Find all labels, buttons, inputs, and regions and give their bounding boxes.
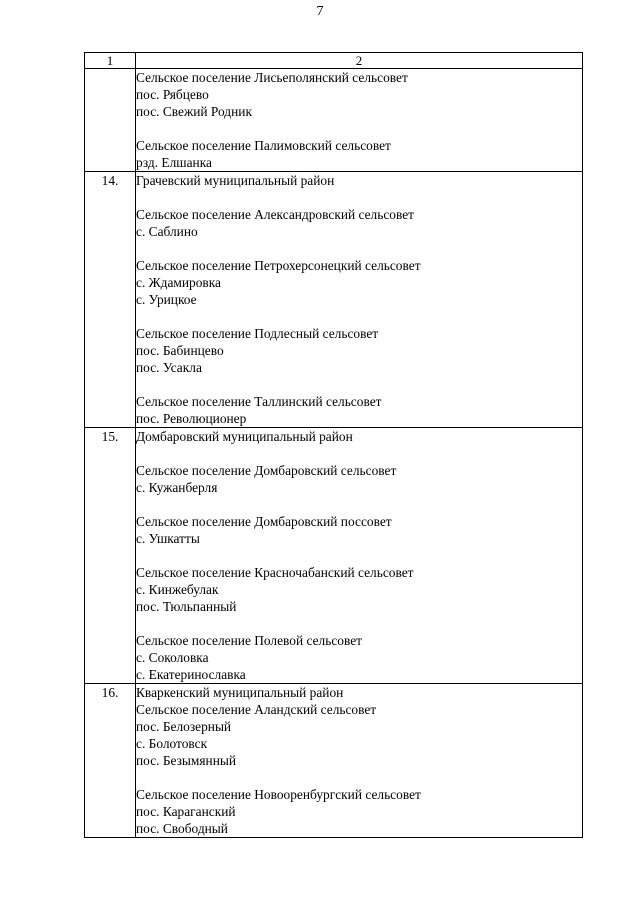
content-line: пос. Бабинцево xyxy=(136,343,224,358)
row-number: 16. xyxy=(85,684,136,838)
spacer xyxy=(136,189,582,206)
spacer xyxy=(136,120,582,137)
content-line: Сельское поселение Петрохерсонецкий сельсовет xyxy=(136,258,421,273)
content-line: с. Кинжебулак xyxy=(136,582,219,597)
row-content xyxy=(136,428,583,684)
content-line: пос. Революционер xyxy=(136,411,247,426)
table-row xyxy=(85,428,583,684)
content-line: рзд. Елшанка xyxy=(136,155,212,170)
content-line: Сельское поселение Подлесный сельсовет xyxy=(136,326,379,341)
content-line: пос. Усакла xyxy=(136,360,202,375)
table-row xyxy=(85,69,583,172)
content-line: пос. Свободный xyxy=(136,821,228,836)
content-line: с. Соколовка xyxy=(136,650,209,665)
content-line: с. Кужанберля xyxy=(136,480,218,495)
page-number: 7 xyxy=(316,4,324,19)
row-number: 15. xyxy=(85,428,136,684)
content-line: пос. Свежий Родник xyxy=(136,104,252,119)
spacer xyxy=(136,769,582,786)
content-line: пос. Караганский xyxy=(136,804,236,819)
spacer xyxy=(136,308,582,325)
table-header-row xyxy=(85,53,583,69)
content-line: Сельское поселение Лисьеполянский сельсовет xyxy=(136,70,408,85)
content-line: Кваркенский муниципальный район xyxy=(136,685,344,700)
content-line: Сельское поселение Таллинский сельсовет xyxy=(136,394,382,409)
header-col-2: 2 xyxy=(136,53,583,69)
content-line: с. Урицкое xyxy=(136,292,197,307)
content-line: с. Ушкатты xyxy=(136,531,200,546)
spacer xyxy=(136,376,582,393)
row-number: 14. xyxy=(85,172,136,428)
row-number xyxy=(85,69,136,172)
spacer xyxy=(136,240,582,257)
content-line: Сельское поселение Новооренбургский сельсовет xyxy=(136,787,421,802)
settlements-table xyxy=(84,52,583,838)
table-row xyxy=(85,684,583,838)
content-line: с. Болотовск xyxy=(136,736,208,751)
content-line: Сельское поселение Палимовский сельсовет xyxy=(136,138,391,153)
content-line: с. Саблино xyxy=(136,224,198,239)
content-line: пос. Белозерный xyxy=(136,719,232,734)
table-row xyxy=(85,172,583,428)
content-line: Сельское поселение Домбаровский поссовет xyxy=(136,514,392,529)
content-line: Сельское поселение Аландский сельсовет xyxy=(136,702,377,717)
spacer xyxy=(136,445,582,462)
content-line: Сельское поселение Полевой сельсовет xyxy=(136,633,363,648)
content-line: Сельское поселение Красночабанский сельсовет xyxy=(136,565,414,580)
content-line: Домбаровский муниципальный район xyxy=(136,429,353,444)
spacer xyxy=(136,547,582,564)
spacer xyxy=(136,615,582,632)
row-content xyxy=(136,684,583,838)
content-line: с. Екатеринославка xyxy=(136,667,246,682)
content-line: с. Ждамировка xyxy=(136,275,221,290)
content-line: Грачевский муниципальный район xyxy=(136,173,335,188)
content-line: пос. Безымянный xyxy=(136,753,237,768)
content-line: Сельское поселение Александровский сельсовет xyxy=(136,207,415,222)
content-line: пос. Тюльпанный xyxy=(136,599,237,614)
header-col-1: 1 xyxy=(85,53,136,69)
row-content xyxy=(136,69,583,172)
spacer xyxy=(136,496,582,513)
row-content xyxy=(136,172,583,428)
content-line: пос. Рябцево xyxy=(136,87,209,102)
content-line: Сельское поселение Домбаровский сельсовет xyxy=(136,463,397,478)
